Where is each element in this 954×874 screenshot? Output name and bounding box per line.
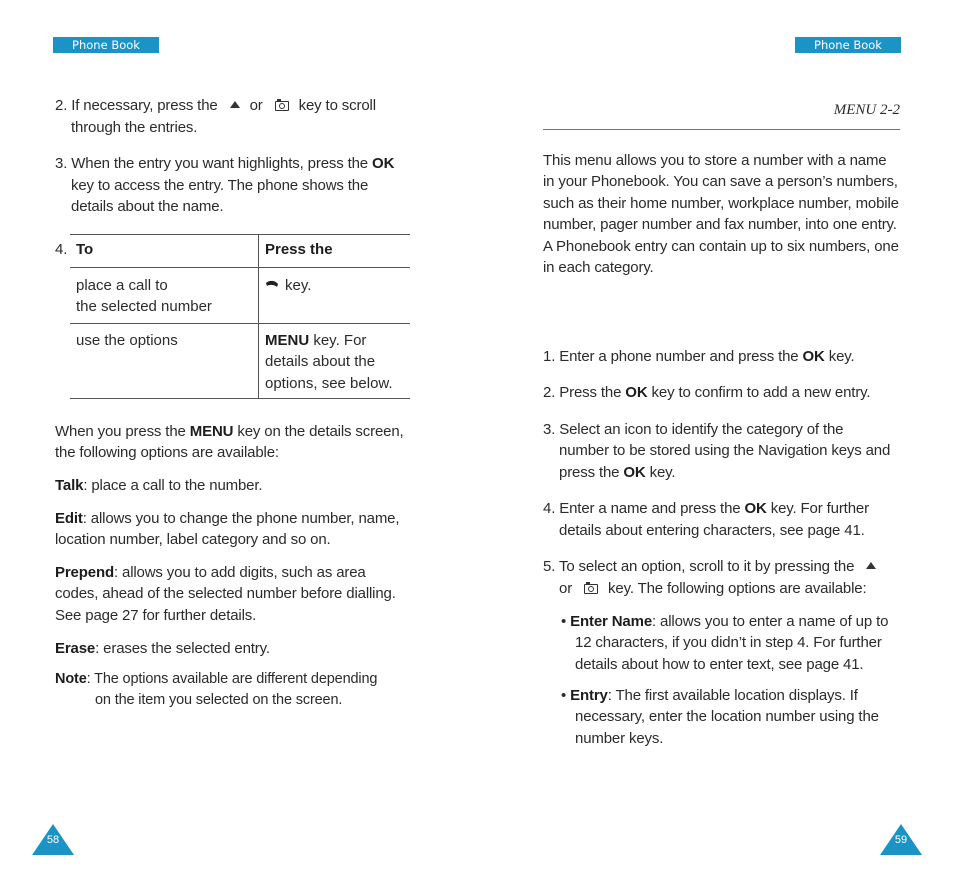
table-row: use the options MENU key. For details about the options, see below. xyxy=(70,323,410,399)
right-step-3-line2: number to be stored using the Navigation keys and xyxy=(559,442,891,459)
menu-reference: MENU 2-2 xyxy=(833,102,900,118)
right-intro-2: in your Phonebook. You can save a person’s numbers, xyxy=(543,173,898,190)
note-line2: on the item you selected on the screen. xyxy=(95,692,343,708)
table-cell: place a call to xyxy=(76,276,168,294)
right-step-3: 3. Select an icon to identify the category of the xyxy=(543,421,844,438)
table-cell: use the options xyxy=(76,331,178,349)
table-cell: options, see below. xyxy=(265,374,393,392)
bullet-entry: • Entry: The first available location displays. If xyxy=(561,687,858,704)
options-table xyxy=(70,234,410,399)
right-step-5: 5. To select an option, scroll to it by pressing the xyxy=(543,556,886,578)
option-talk: Talk: place a call to the number. xyxy=(55,477,263,494)
option-prepend-line3: See page 27 for further details. xyxy=(55,607,257,624)
step-text: When the entry you want highlights, press the xyxy=(71,155,369,172)
right-step-4-line2: details about entering characters, see page 41. xyxy=(559,522,865,539)
section-tab-left: Phone Book xyxy=(53,37,159,53)
step-text: If necessary, press the xyxy=(71,97,218,114)
right-step-1: 1. Enter a phone number and press the OK key. xyxy=(543,348,855,365)
bullet-enter-name: • Enter Name: allows you to enter a name of up to xyxy=(561,613,889,630)
step-number: 3. xyxy=(55,155,68,172)
bullet-entry-line3: number keys. xyxy=(575,730,664,747)
step-2-line2: through the entries. xyxy=(71,119,198,136)
right-step-4: 4. Enter a name and press the OK key. For further xyxy=(543,500,869,517)
table-cell: the selected number xyxy=(76,298,212,315)
right-step-3-line3: press the OK key. xyxy=(559,464,676,481)
right-step-2: 2. Press the OK key to confirm to add a new entry. xyxy=(543,384,871,401)
step-3-line2: key to access the entry. The phone shows the xyxy=(71,177,369,194)
right-intro-1: This menu allows you to store a number with a name xyxy=(543,152,887,169)
table-header-press: Press the xyxy=(265,241,333,258)
page-number-right: 59 xyxy=(894,834,908,846)
section-tab-right: Phone Book xyxy=(795,37,901,53)
step-number: 2. xyxy=(55,97,68,114)
option-prepend: Prepend: allows you to add digits, such as area xyxy=(55,564,366,581)
section-rule xyxy=(543,129,900,130)
table-row xyxy=(70,267,410,323)
page-number-left: 58 xyxy=(46,834,60,846)
bullet-entry-line2: necessary, enter the location number using the xyxy=(575,708,879,725)
right-intro-6: in each category. xyxy=(543,259,654,276)
step-3-line3: details about the name. xyxy=(71,198,224,215)
step-text: key to scroll xyxy=(298,97,376,114)
table-header-to: To xyxy=(70,235,259,268)
options-intro: When you press the MENU key on the details screen, xyxy=(55,423,404,440)
step-3 xyxy=(55,153,394,175)
ok-key-label: OK xyxy=(372,155,395,172)
step-2 xyxy=(55,95,376,117)
table-cell: key. xyxy=(285,276,312,294)
up-arrow-icon xyxy=(866,562,876,569)
right-intro-3: such as their home number, workplace number, mobile xyxy=(543,195,899,212)
options-intro-line2: the following options are available: xyxy=(55,444,279,461)
note: Note: The options available are different depending xyxy=(55,671,378,687)
up-arrow-icon xyxy=(230,101,240,108)
send-key-icon xyxy=(265,280,279,290)
option-prepend-line2: codes, ahead of the selected number before dialling. xyxy=(55,585,396,602)
camera-key-icon xyxy=(584,584,598,594)
camera-key-icon xyxy=(275,101,289,111)
bullet-enter-name-line2: 12 characters, if you didn’t in step 4. For further xyxy=(575,634,882,651)
option-edit: Edit: allows you to change the phone number, name, xyxy=(55,510,400,527)
table-cell: details about the xyxy=(265,353,376,370)
right-step-5-line2: or key. The following options are available: xyxy=(559,580,867,597)
option-erase: Erase: erases the selected entry. xyxy=(55,640,270,657)
right-intro-4: number, pager number and fax number, into one entry. xyxy=(543,216,897,233)
table-header-row xyxy=(70,235,410,268)
option-edit-line2: location number, label category and so on. xyxy=(55,531,331,548)
right-intro-5: A Phonebook entry can contain up to six numbers, one xyxy=(543,238,899,255)
bullet-enter-name-line3: details about how to enter text, see page 41. xyxy=(575,656,864,673)
step-4-number: 4. xyxy=(55,241,68,258)
menu-key-label: MENU xyxy=(265,331,310,349)
step-text: or xyxy=(249,97,263,114)
